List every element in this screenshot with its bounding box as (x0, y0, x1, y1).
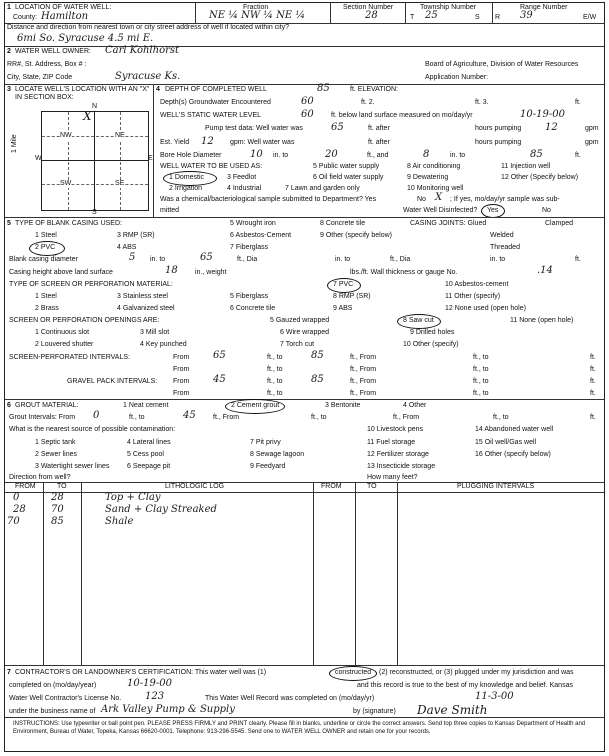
city-label: City, State, ZIP Code (7, 74, 73, 81)
disinfected-yes-circle (481, 204, 505, 218)
bore2-value: 8 (423, 149, 430, 160)
log-row-to: 70 (51, 504, 64, 515)
casing-joints-label: CASING JOINTS: Glued (410, 220, 487, 227)
constructed-circle (329, 666, 377, 681)
lithologic-log-table (5, 482, 604, 665)
domestic-circle (163, 171, 217, 186)
casing-fiberglass[interactable]: 7 Fiberglass (230, 244, 269, 251)
perf2-ft-end: ft. (590, 366, 596, 373)
contam-fuel[interactable]: 11 Fuel storage (367, 439, 416, 446)
gravel-to-value: 85 (311, 374, 324, 385)
open-mill[interactable]: 3 Mill slot (140, 329, 170, 336)
compass-w: W (35, 155, 42, 162)
quad-ne: NE (115, 132, 125, 139)
grout-other[interactable]: 4 Other (403, 402, 427, 409)
groundwater-2-label: ft. 2. (361, 99, 375, 106)
open-saw-cut[interactable]: 8 Saw cut (403, 317, 434, 324)
depth-label: DEPTH OF COMPLETED WELL (165, 86, 267, 93)
chem-label: Was a chemical/bacteriological sample submitted to Department? Yes (160, 196, 377, 203)
screen-abs[interactable]: 9 ABS (333, 305, 353, 312)
hours-pumping-label: hours pumping (475, 125, 522, 132)
use-dewatering[interactable]: 9 Dewatering (407, 174, 449, 181)
casing-wrought-iron[interactable]: 5 Wrought iron (230, 220, 276, 227)
contam-lagoon[interactable]: 8 Sewage lagoon (250, 451, 305, 458)
grout-ft-end: ft. (590, 414, 596, 421)
open-continuous[interactable]: 1 Continuous slot (35, 329, 90, 336)
use-oilfield[interactable]: 6 Oil field water supply (313, 174, 384, 181)
mitted-label: mitted (160, 207, 180, 214)
wall-label: lbs./ft. Wall thickness or gauge No. (350, 269, 458, 276)
use-injection[interactable]: 11 Injection well (501, 163, 551, 170)
screen-steel[interactable]: 1 Steel (35, 293, 57, 300)
gravel-from-value: 45 (213, 374, 226, 385)
diam-in-to-3: in. to (490, 256, 506, 263)
screen-brass[interactable]: 2 Brass (35, 305, 59, 312)
screen-stainless[interactable]: 3 Stainless steel (117, 293, 168, 300)
contam-oilgas[interactable]: 15 Oil well/Gas well (475, 439, 537, 446)
completed-label: completed on (mo/day/year) (9, 682, 97, 689)
use-monitoring[interactable]: 10 Monitoring well (407, 185, 464, 192)
joints-threaded[interactable]: Threaded (490, 244, 520, 251)
gpm-label: gpm (585, 125, 599, 132)
static-level-value: 60 (301, 109, 314, 120)
open-torch[interactable]: 7 Torch cut (280, 341, 315, 348)
dia-label-2: ft., Dia (390, 256, 411, 263)
casing-label: TYPE OF BLANK CASING USED: (15, 220, 122, 227)
gravel2-from-label: From (173, 390, 190, 397)
grout-bentonite[interactable]: 3 Bentonite (325, 402, 361, 409)
contam-other[interactable]: 16 Other (specify below) (475, 451, 551, 458)
groundwater-3-label: ft. 3. (475, 99, 489, 106)
elevation-label: ft. ELEVATION: (350, 86, 398, 93)
joints-clamped[interactable]: Clamped (545, 220, 574, 227)
disinfected-yes[interactable]: Yes (487, 207, 499, 214)
grout-ft-to: ft., to (311, 414, 327, 421)
screen-fiberglass[interactable]: 5 Fiberglass (230, 293, 269, 300)
instructions: INSTRUCTIONS: Use typewriter or ball point pen. PLEASE PRESS FIRMLY and PRINT clearly. Please fill in blanks, underline or circle the correct answers. Send top three copies to Kansas Department of Health and Environment, Bureau of Water, Topeka, Kansas 66620-0001. Telephone: 913-296-5545. Send one to WATER WELL OWNER and retain one for your records. (13, 721, 586, 735)
gravel2-ft-to: ft., to (473, 390, 489, 397)
screen-concrete[interactable]: 6 Concrete tile (230, 305, 276, 312)
log-litho-header: LITHOLOGIC LOG (165, 483, 225, 490)
contam-privy[interactable]: 7 Pit privy (250, 439, 281, 446)
use-air[interactable]: 8 Air conditioning (407, 163, 461, 170)
sec2-number: 2 (7, 48, 11, 55)
direction-label: Direction from well? (9, 474, 71, 481)
mile-label: 1 Mile (11, 134, 18, 153)
grout-ft-from-2: ft., From (393, 414, 420, 421)
pump-level-value: 65 (331, 122, 344, 133)
perf-from-value: 65 (213, 350, 226, 361)
use-label: WELL WATER TO BE USED AS: (160, 163, 263, 170)
use-public[interactable]: 5 Public water supply (313, 163, 380, 170)
yield-tail: gpm: Well water was (230, 139, 295, 146)
open-key[interactable]: 4 Key punched (140, 341, 187, 348)
gravel-ft-end: ft. (590, 378, 596, 385)
range-r: R (495, 14, 501, 21)
gravel-ft-to: ft., to (473, 378, 489, 385)
cert-label: CONTRACTOR'S OR LANDOWNER'S CERTIFICATION: This water well was (1) (15, 669, 267, 676)
license-label: Water Well Contractor's License No. (9, 695, 122, 702)
bore1-to-value: 20 (325, 149, 338, 160)
grout-to-label: ft., to (129, 414, 145, 421)
compass-n: N (92, 103, 98, 110)
quad-sw: SW (60, 180, 72, 187)
casing-other[interactable]: 9 Other (specify below) (320, 232, 392, 239)
contam-septic[interactable]: 1 Septic tank (35, 439, 76, 446)
perf2-ft-from: ft., From (350, 366, 377, 373)
perf-to-label: ft., to (267, 354, 283, 361)
casing-asbestos[interactable]: 6 Asbestos-Cement (230, 232, 292, 239)
gpm-label-2: gpm (585, 139, 599, 146)
gravel-to-label: ft., to (267, 378, 283, 385)
contam-seepage[interactable]: 6 Seepage pit (127, 463, 171, 470)
contam-cesspool[interactable]: 5 Cess pool (127, 451, 164, 458)
and-label: ft., and (367, 152, 389, 159)
grout-ft-from: ft., From (213, 414, 240, 421)
license-value: 123 (145, 691, 165, 702)
in-to-label-2: in. to (450, 152, 466, 159)
wall-value: .14 (537, 265, 553, 276)
use-domestic[interactable]: 1 Domestic (169, 174, 205, 181)
completed-value: 10-19-00 (127, 678, 172, 689)
gravel2-ft-from: ft., From (350, 390, 377, 397)
distance-label: Distance and direction from nearest town or city street address of well if located within city? (7, 24, 290, 31)
perf2-to-label: ft., to (267, 366, 283, 373)
perf-to-value: 85 (311, 350, 324, 361)
depth-value: 85 (317, 83, 330, 94)
business-value: Ark Valley Pump & Supply (101, 704, 235, 715)
screen-pvc[interactable]: 7 PVC (333, 281, 354, 288)
pump-rate-value: 12 (545, 122, 558, 133)
record-completed-value: 11-3-00 (475, 691, 514, 702)
contam-livestock[interactable]: 10 Livestock pens (367, 426, 424, 433)
blank-diameter-value: 5 (129, 252, 136, 263)
casing-rmp[interactable]: 3 RMP (SR) (117, 232, 155, 239)
application-label: Application Number: (425, 74, 489, 81)
open-louvered[interactable]: 2 Louvered shutter (35, 341, 94, 348)
use-feedlot[interactable]: 3 Feedlot (227, 174, 257, 181)
bore2-to-value: 85 (530, 149, 543, 160)
township-number-label: Township Number (420, 4, 477, 11)
log-plugging-header: PLUGGING INTERVALS (457, 483, 535, 490)
sec4-number: 4 (156, 86, 160, 93)
screen-pvc-circle (327, 278, 361, 293)
quad-se: SE (115, 180, 125, 187)
blank-diameter-label: Blank casing diameter (9, 256, 78, 263)
board-label: Board of Agriculture, Division of Water Resources (425, 61, 579, 68)
yield-value: 12 (201, 136, 214, 147)
use-industrial[interactable]: 4 Industrial (227, 185, 262, 192)
screen-rmp[interactable]: 8 RMP (SR) (333, 293, 371, 300)
gravel-ft-from: ft., From (350, 378, 377, 385)
how-many-feet-label: How many feet? (367, 474, 418, 481)
blank-diameter-to: 65 (200, 252, 213, 263)
log-row-from: 28 (13, 504, 26, 515)
grout-to-value: 45 (183, 410, 196, 421)
perforated-label: SCREEN-PERFORATED INTERVALS: (9, 354, 130, 361)
township-value: 25 (425, 10, 438, 21)
contam-insecticide[interactable]: 13 Insecticide storage (367, 463, 436, 470)
sec5-number: 5 (7, 220, 11, 227)
casing-height-value: 18 (165, 265, 178, 276)
screen-none[interactable]: 12 None used (open hole) (445, 305, 526, 312)
dia-label: ft., Dia (237, 256, 258, 263)
cert-tail: (2) reconstructed, or (3) plugged under my jurisdiction and was (379, 669, 574, 676)
casing-steel[interactable]: 1 Steel (35, 232, 57, 239)
perf-ft-from: ft., From (350, 354, 377, 361)
yield-label: Est. Yield (160, 139, 190, 146)
log-row-desc: Top + Clay (105, 492, 161, 503)
casing-concrete-tile[interactable]: 8 Concrete tile (320, 220, 366, 227)
hours-pumping-label-2: hours pumping (475, 139, 522, 146)
sec3-title: LOCATE WELL'S LOCATION WITH AN "X" IN SECTION BOX: (15, 86, 150, 101)
perf-ft-to: ft., to (473, 354, 489, 361)
contam-watertight[interactable]: 3 Watertight sewer lines (35, 463, 110, 470)
county-value: Hamilton (41, 11, 89, 22)
contam-abandoned[interactable]: 14 Abandoned water well (475, 426, 554, 433)
joints-welded[interactable]: Welded (490, 232, 514, 239)
ft-unit-2: ft. (575, 152, 581, 159)
grout-cement[interactable]: 2 Cement grout (231, 402, 280, 409)
perf2-from-label: From (173, 366, 190, 373)
business-label: under the business name of (9, 708, 96, 715)
gravel-label: GRAVEL PACK INTERVALS: (67, 378, 158, 385)
disinfected-label: Water Well Disinfected? (403, 207, 478, 214)
open-gauzed[interactable]: 5 Gauzed wrapped (270, 317, 330, 324)
contam-fertilizer[interactable]: 12 Fertilizer storage (367, 451, 429, 458)
open-wire[interactable]: 6 Wire wrapped (280, 329, 330, 336)
log-row-desc: Shale (105, 516, 134, 527)
open-drilled[interactable]: 9 Drilled holes (410, 329, 455, 336)
grout-label: GROUT MATERIAL: (15, 402, 79, 409)
screen-material-label: TYPE OF SCREEN OR PERFORATION MATERIAL: (9, 281, 173, 288)
contam-lateral[interactable]: 4 Lateral lines (127, 439, 171, 446)
county-label: County: (13, 14, 38, 21)
well-location-mark: X (83, 109, 92, 123)
signature-label: by (signature) (353, 708, 396, 715)
sec1-number: 1 (7, 4, 11, 11)
use-other[interactable]: 12 Other (Specify below) (501, 174, 579, 181)
open-other[interactable]: 10 Other (specify) (403, 341, 459, 348)
sec1-title: LOCATION OF WATER WELL: (15, 4, 112, 11)
completed-tail: and this record is true to the best of my knowledge and belief. Kansas (357, 682, 573, 689)
perf-ft-end: ft. (590, 354, 596, 361)
contam-feedyard[interactable]: 9 Feedyard (250, 463, 286, 470)
diam-ft: ft. (575, 256, 581, 263)
fraction-label: Fraction (243, 4, 269, 11)
cement-grout-circle (225, 399, 285, 414)
township-s: S (475, 14, 480, 21)
sec3-number: 3 (7, 86, 11, 93)
chem-no[interactable]: No (417, 196, 426, 203)
grout-from-value: 0 (93, 410, 100, 421)
ft-unit: ft. (575, 99, 581, 106)
perf-from-label: From (173, 354, 190, 361)
casing-abs[interactable]: 4 ABS (117, 244, 137, 251)
record-completed-label: This Water Well Record was completed on (mo/day/yr) (205, 695, 375, 702)
compass-s: S (92, 209, 97, 216)
pump-test-label: Pump test data: Well water was (205, 125, 303, 132)
openings-label: SCREEN OR PERFORATION OPENINGS ARE: (9, 317, 160, 324)
log-to2-header: TO (367, 483, 377, 490)
saw-cut-circle (397, 314, 441, 329)
range-number-label: Range Number (520, 4, 568, 11)
cert-constructed[interactable]: constructed (335, 669, 372, 676)
signature: Dave Smith (417, 703, 488, 717)
range-value: 39 (520, 10, 533, 21)
in-to-label: in. to (273, 152, 289, 159)
distance-value: 6mi So. Syracuse 4.5 mi E. (17, 33, 154, 44)
diam-in-to: in. to (150, 256, 166, 263)
pvc-circle (29, 241, 65, 256)
contamination-label: What is the nearest source of possible contamination: (9, 426, 176, 433)
log-from2-header: FROM (321, 483, 342, 490)
section-box[interactable] (41, 111, 149, 211)
sec6-number: 6 (7, 402, 11, 409)
open-none[interactable]: 11 None (open hole) (510, 317, 574, 324)
section-value: 28 (365, 10, 378, 21)
casing-pvc[interactable]: 2 PVC (35, 244, 56, 251)
bore-label: Bore Hole Diameter (160, 152, 222, 159)
log-row-to: 85 (51, 516, 64, 527)
static-level-tail: ft. below land surface measured on mo/day/yr (331, 112, 473, 119)
screen-asbestos[interactable]: 10 Asbestos-cement (445, 281, 509, 288)
log-from-header: FROM (15, 483, 36, 490)
perf2-ft-to: ft., to (473, 366, 489, 373)
compass-e: E (148, 155, 153, 162)
chem-tail: ; If yes, mo/day/yr sample was sub- (450, 196, 560, 203)
chem-no-mark: X (435, 192, 443, 203)
after-label: ft. after (368, 125, 390, 132)
screen-other[interactable]: 11 Other (specify) (445, 293, 501, 300)
log-row-from: 70 (7, 516, 20, 527)
city-value: Syracuse Ks. (115, 71, 181, 82)
range-ew: E/W (583, 14, 597, 21)
rr-label: RR#, St. Address, Box # : (7, 61, 87, 68)
weight-label: in., weight (195, 269, 227, 276)
disinfected-no[interactable]: No (542, 207, 551, 214)
groundwater-1-value: 60 (301, 96, 314, 107)
water-well-record-form (4, 2, 605, 752)
gravel2-to-label: ft., to (267, 390, 283, 397)
casing-height-label: Casing height above land surface (9, 269, 113, 276)
use-irrigation[interactable]: 2 Irrigation (169, 185, 203, 192)
sec7-number: 7 (7, 669, 11, 676)
owner-value: Carl Kohlhorst (105, 45, 180, 56)
section-number-label: Section Number (343, 4, 394, 11)
quad-nw: NW (60, 132, 72, 139)
grout-intervals-label: Grout Intervals: From (9, 414, 76, 421)
bore1-value: 10 (250, 149, 263, 160)
log-to-header: TO (57, 483, 67, 490)
township-t: T (410, 14, 415, 21)
log-row-from: 0 (13, 492, 20, 503)
diam-in-to-2: in. to (335, 256, 351, 263)
screen-galvanized[interactable]: 4 Galvanized steel (117, 305, 175, 312)
groundwater-label: Depth(s) Groundwater Encountered (160, 99, 271, 106)
fraction-value: NE ¼ NW ¼ NE ¼ (209, 10, 306, 21)
log-row-to: 28 (51, 492, 64, 503)
log-row-desc: Sand + Clay Streaked (105, 504, 217, 515)
gravel2-ft-end: ft. (590, 390, 596, 397)
contam-sewer[interactable]: 2 Sewer lines (35, 451, 78, 458)
owner-label: WATER WELL OWNER: (15, 48, 91, 55)
gravel-from-label: From (173, 378, 190, 385)
grout-neat[interactable]: 1 Neat cement (123, 402, 169, 409)
after-label-2: ft. after (368, 139, 390, 146)
grout-ft-to-2: ft., to (493, 414, 509, 421)
static-level-label: WELL'S STATIC WATER LEVEL (160, 112, 262, 119)
static-level-date: 10-19-00 (520, 109, 565, 120)
use-lawn[interactable]: 7 Lawn and garden only (285, 185, 360, 192)
